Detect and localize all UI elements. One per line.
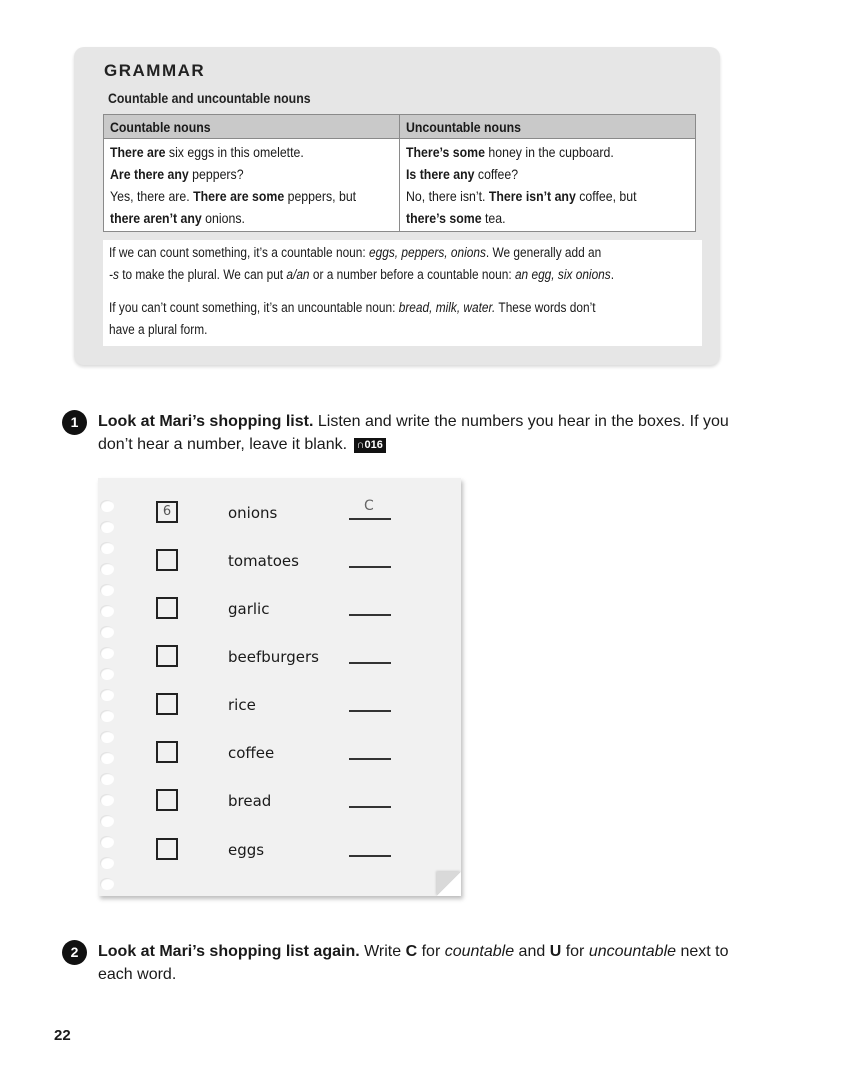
grammar-title: GRAMMAR bbox=[104, 61, 206, 80]
list-item bbox=[98, 546, 461, 576]
answer-line[interactable] bbox=[349, 710, 391, 712]
item-label: bread bbox=[228, 792, 272, 810]
shopping-list-notepad bbox=[98, 478, 461, 896]
list-item bbox=[98, 690, 461, 720]
number-box[interactable]: 6 bbox=[156, 501, 178, 523]
table-header-row bbox=[104, 115, 696, 139]
item-label: rice bbox=[228, 696, 256, 714]
grammar-subtitle: Countable and uncountable nouns bbox=[108, 90, 311, 106]
list-item bbox=[98, 594, 461, 624]
item-label: eggs bbox=[228, 841, 265, 859]
answer-line[interactable] bbox=[349, 855, 391, 857]
exercise-instruction: Look at Mari’s shopping list. Listen and write the numbers you hear in the boxes. If you don’t hear a number, leave it blank. ∩016 bbox=[98, 413, 729, 453]
answer-line[interactable] bbox=[349, 614, 391, 616]
list-item bbox=[98, 786, 461, 816]
item-label: onions bbox=[228, 504, 278, 522]
list-item bbox=[98, 642, 461, 672]
table-row bbox=[104, 139, 696, 232]
uncountable-examples: There’s some honey in the cupboard. Is there any coffee? No, there isn’t. There isn’t any coffee, but there’s some tea. bbox=[400, 139, 696, 232]
headphones-icon: ∩ bbox=[356, 439, 365, 451]
exercise-number-badge: 2 bbox=[62, 940, 87, 965]
page-curl bbox=[437, 872, 461, 896]
item-label: garlic bbox=[228, 600, 270, 618]
note-countable: If we can count something, it’s a countable noun: eggs, peppers, onions. We generally add an -s to make the plural. We can put a/an or a number before a countable noun: an egg, six onions. bbox=[109, 245, 615, 282]
number-box[interactable] bbox=[156, 645, 178, 667]
list-item bbox=[98, 738, 461, 768]
answer-line[interactable] bbox=[349, 806, 391, 808]
number-box[interactable] bbox=[156, 549, 178, 571]
exercise-number-badge: 1 bbox=[62, 410, 87, 435]
countable-examples: There are six eggs in this omelette. Are there any peppers? Yes, there are. There are some peppers, but there aren’t any onions. bbox=[104, 139, 400, 232]
item-label: coffee bbox=[228, 744, 275, 762]
answer-line[interactable] bbox=[349, 518, 391, 520]
grammar-note bbox=[103, 240, 702, 346]
page-number: 22 bbox=[54, 1027, 71, 1044]
answer-line[interactable] bbox=[349, 662, 391, 664]
answer-line[interactable] bbox=[349, 566, 391, 568]
list-item bbox=[98, 498, 461, 528]
grammar-box bbox=[74, 47, 720, 365]
table-header-countable: Countable nouns bbox=[104, 115, 400, 139]
number-box[interactable] bbox=[156, 838, 178, 860]
binder-hole bbox=[100, 815, 114, 827]
number-box[interactable] bbox=[156, 741, 178, 763]
binder-hole bbox=[100, 878, 114, 890]
item-label: beefburgers bbox=[228, 648, 319, 666]
number-box[interactable] bbox=[156, 597, 178, 619]
list-item bbox=[98, 835, 461, 865]
item-label: tomatoes bbox=[228, 552, 299, 570]
exercise-instruction: Look at Mari’s shopping list again. Write C for countable and U for uncountable next to each word. bbox=[98, 943, 729, 983]
binder-hole bbox=[100, 773, 114, 785]
number-box[interactable] bbox=[156, 789, 178, 811]
answer-text[interactable]: C bbox=[364, 498, 374, 514]
answer-line[interactable] bbox=[349, 758, 391, 760]
audio-track-badge[interactable]: ∩016 bbox=[354, 438, 386, 453]
binder-hole bbox=[100, 626, 114, 638]
number-box[interactable] bbox=[156, 693, 178, 715]
table-header-uncountable: Uncountable nouns bbox=[400, 115, 696, 139]
grammar-table bbox=[103, 114, 696, 232]
note-uncountable: If you can’t count something, it’s an uncountable noun: bread, milk, water. These words don’t have a plural form. bbox=[109, 300, 596, 337]
